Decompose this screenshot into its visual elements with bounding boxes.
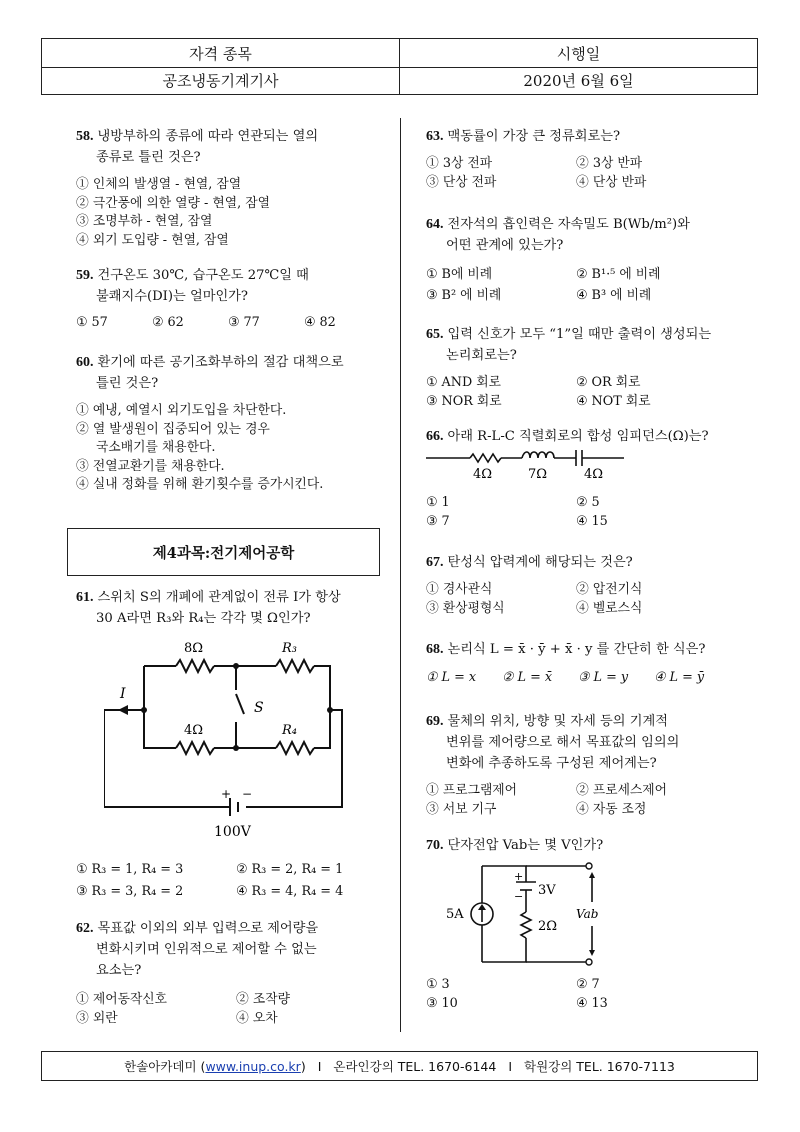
- option: ③ 77: [228, 315, 260, 330]
- option: ② 열 발생원이 집중되어 있는 경우: [76, 421, 270, 437]
- resistor-label: 4Ω: [473, 467, 493, 482]
- question-61: 61. 스위치 S의 개폐에 관계없이 전류 I가 항상 30 A라면 R₃와 R₄는 각각 몇 Ω인가?: [76, 590, 341, 626]
- resistor-label-r4: R₄: [282, 723, 297, 738]
- option: ② R₃ = 2, R₄ = 1: [236, 862, 344, 877]
- inductor-label: 7Ω: [528, 467, 548, 482]
- option: ③ NOR 회로: [426, 393, 502, 409]
- option: ③ 전열교환기를 채용한다.: [76, 458, 225, 474]
- option: ① 경사관식: [426, 582, 493, 597]
- option: ② 압전기식: [576, 582, 643, 597]
- option: ④ 실내 정화를 위해 환기횟수를 증가시킨다.: [76, 477, 324, 492]
- current-label: I: [120, 686, 126, 702]
- page-footer: 한솔아카데미 ( www.inup.co.kr ) I 온라인강의 TEL. 1670-6144 I 학원강의 TEL. 1670-7113: [41, 1051, 758, 1081]
- question-69: 69. 물체의 위치, 방향 및 자세 등의 기계적 변위를 제어량으로 해서 목표값의 임의의 변화에 추종하도록 구성된 제어계는? ① 프로그램제어 ② 프로세스제어 ③ 서보 기구 ④ 자동 조정: [426, 711, 746, 819]
- column-divider: [400, 118, 401, 1032]
- header-label-subject: 자격 종목: [42, 39, 400, 67]
- question-68: 68. 논리식 L = x̄ · ȳ + x̄ · y 를 간단히 한 식은? ① L = x ② L = x̄ ③ L = y ④ L = ȳ: [426, 639, 746, 685]
- option: ③ 10: [426, 995, 458, 1011]
- option: ③ 7: [426, 513, 450, 529]
- option: ④ 벨로스식: [576, 600, 643, 616]
- option: ④ 자동 조정: [576, 801, 647, 817]
- option: ① 3: [426, 977, 450, 992]
- question-67: 67. 탄성식 압력계에 해당되는 것은? ① 경사관식 ② 압전기식 ③ 환상평형식 ④ 벨로스식: [426, 552, 746, 618]
- question-66-options: [426, 494, 746, 531]
- option: ① 제어동작신호: [76, 992, 168, 1007]
- exam-header: [41, 38, 758, 95]
- option: ④ L = ȳ: [654, 670, 705, 685]
- resistor-label: 2Ω: [538, 919, 558, 934]
- option: ② L = x̄: [502, 670, 553, 685]
- option: ① 1: [426, 495, 450, 510]
- option: ③ R₃ = 3, R₄ = 2: [76, 884, 184, 899]
- question-61-options: [76, 853, 386, 903]
- option: ④ 13: [576, 995, 608, 1011]
- option: ① 3상 전파: [426, 156, 493, 171]
- option: ④ R₃ = 4, R₄ = 4: [236, 884, 344, 899]
- option: ③ 단상 전파: [426, 174, 497, 190]
- academy-name: 한솔아카데미 (: [124, 1059, 206, 1074]
- academy-link[interactable]: www.inup.co.kr: [205, 1058, 301, 1074]
- question-66: 66. 아래 R-L-C 직렬회로의 합성 임피던스(Ω)는?: [426, 429, 709, 444]
- circuit-diagram-70: [426, 858, 626, 970]
- subject-box: 제4과목:전기제어공학: [67, 528, 380, 576]
- option: ③ 서보 기구: [426, 801, 497, 817]
- option: ③ L = y: [578, 670, 629, 685]
- option: ② 3상 반파: [576, 156, 643, 171]
- online-tel: 온라인강의 TEL. 1670-6144: [333, 1059, 497, 1074]
- voltage-source-label: 3V: [538, 883, 556, 898]
- option: ④ 외기 도입량 - 현열, 잠열: [76, 232, 229, 248]
- option: ② 7: [576, 977, 600, 992]
- question-59: 59. 건구온도 30℃, 습구온도 27℃일 때 불쾌지수(DI)는 얼마인가? ① 57 ② 62 ③ 77 ④ 82: [76, 265, 386, 330]
- option: ① L = x: [426, 670, 477, 685]
- option: ① 예냉, 예열시 외기도입을 차단한다.: [76, 403, 287, 418]
- svg-text:−: −: [242, 787, 253, 801]
- option: ④ NOT 회로: [576, 393, 651, 409]
- option: ② 극간풍에 의한 열량 - 현열, 잠열: [76, 195, 270, 211]
- switch-label: S: [254, 700, 264, 716]
- option: ③ B² 에 비례: [426, 288, 502, 303]
- option: ③ 조명부하 - 현열, 잠열: [76, 214, 213, 229]
- separator: I: [508, 1058, 513, 1074]
- question-65: 65. 입력 신호가 모두 “1”일 때만 출력이 생성되는 논리회로는? ① AND 회로 ② OR 회로 ③ NOR 회로 ④ NOT 회로: [426, 324, 746, 411]
- option-continued: 국소배기를 채용한다.: [96, 440, 216, 455]
- svg-text:+: +: [514, 870, 524, 883]
- resistor-label-4ohm: 4Ω: [184, 723, 204, 738]
- rlc-circuit-66: [426, 448, 656, 482]
- option: ② 프로세스제어: [576, 783, 668, 798]
- option: ① 인체의 발생열 - 현열, 잠열: [76, 177, 242, 192]
- option: ④ B³ 에 비례: [576, 288, 652, 303]
- circuit-diagram-61: [104, 638, 364, 838]
- option: ② 62: [152, 315, 184, 330]
- source-label: 5A: [446, 907, 464, 922]
- question-58: 58. 냉방부하의 종류에 따라 연관되는 열의 종류로 틀린 것은? ① 인체의 발생열 - 현열, 잠열 ② 극간풍에 의한 열량 - 현열, 잠열 ③ 조명부하 - 현열, 잠열 ④ 외기 도입량 - 현열, 잠열: [76, 126, 386, 250]
- question-70-options: [426, 976, 746, 1013]
- option: ④ 15: [576, 513, 608, 529]
- vab-label: Vab: [576, 907, 599, 921]
- question-64: 64. 전자석의 흡인력은 자속밀도 B(Wb/m²)와 어떤 관계에 있는가? ① B에 비례 ② B¹·⁵ 에 비례 ③ B² 에 비례 ④ B³ 에 비례: [426, 214, 746, 306]
- option: ② 5: [576, 495, 600, 510]
- question-60: 60. 환기에 따른 공기조화부하의 절감 대책으로 틀린 것은? ① 예냉, 예열시 외기도입을 차단한다. ② 열 발생원이 집중되어 있는 경우 국소배기를 채용한다. ③ 전열교환기를 채용한다. ④ 실내 정화를 위해 환기횟수를 증가시킨다.: [76, 352, 386, 495]
- voltage-label: 100V: [214, 824, 251, 838]
- resistor-label-r3: R₃: [282, 641, 297, 656]
- option: ② 조작량: [236, 992, 290, 1007]
- option: ④ 82: [304, 315, 336, 330]
- option: ③ 외란: [76, 1010, 118, 1026]
- header-value-subject: 공조냉동기계기사: [42, 67, 400, 94]
- question-62: 62. 목표값 이외의 외부 입력으로 제어량을 변화시키며 인위적으로 제어할 수 없는 요소는? ① 제어동작신호 ② 조작량 ③ 외란 ④ 오차: [76, 918, 386, 1028]
- option: ④ 단상 반파: [576, 174, 647, 190]
- separator: I: [317, 1058, 322, 1074]
- question-63: 63. 맥동률이 가장 큰 정류회로는? ① 3상 전파 ② 3상 반파 ③ 단상 전파 ④ 단상 반파: [426, 126, 746, 192]
- svg-text:+: +: [221, 787, 232, 801]
- offline-tel: 학원강의 TEL. 1670-7113: [524, 1059, 675, 1074]
- option: ① 57: [76, 315, 108, 330]
- option: ① R₃ = 1, R₄ = 3: [76, 862, 184, 877]
- header-label-date: 시행일: [556, 44, 601, 63]
- option: ④ 오차: [236, 1010, 278, 1026]
- option: ① 프로그램제어: [426, 783, 518, 798]
- svg-text:−: −: [514, 890, 524, 903]
- question-70: 70. 단자전압 Vab는 몇 V인가?: [426, 838, 604, 853]
- option: ③ 환상평형식: [426, 600, 505, 616]
- header-value-date: 2020년 6월 6일: [523, 72, 634, 90]
- capacitor-label: 4Ω: [584, 467, 604, 482]
- option: ① B에 비례: [426, 267, 493, 282]
- option: ② B¹·⁵ 에 비례: [576, 267, 661, 282]
- option: ① AND 회로: [426, 375, 502, 390]
- resistor-label-8ohm: 8Ω: [184, 641, 204, 656]
- option: ② OR 회로: [576, 375, 641, 390]
